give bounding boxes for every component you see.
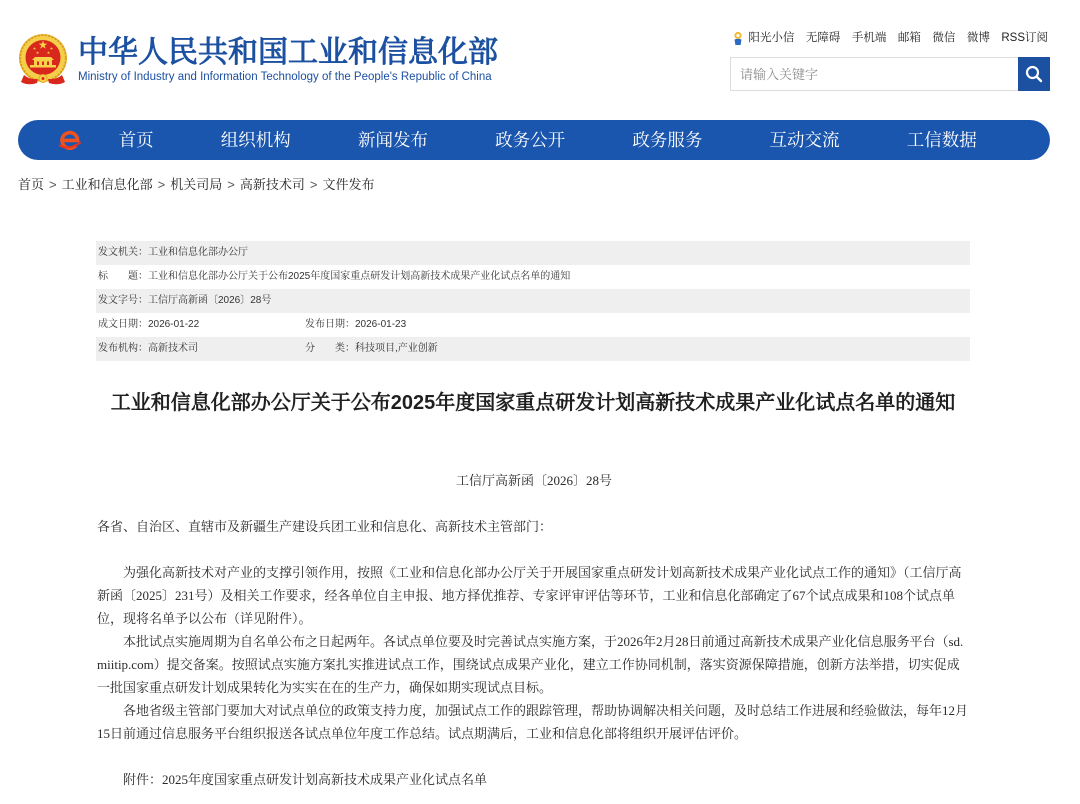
breadcrumb-departments[interactable]: 机关司局 xyxy=(170,177,223,192)
doc-info-date-published xyxy=(305,313,406,337)
doc-info-value: 2026-01-22 xyxy=(148,319,200,330)
nav-item-interaction[interactable]: 互动交流 xyxy=(769,130,840,150)
toplink-email[interactable]: 邮箱 xyxy=(897,32,921,44)
toplink-weibo[interactable]: 微博 xyxy=(966,32,990,44)
breadcrumb-documents[interactable]: 文件发布 xyxy=(322,177,375,192)
doc-info-number-row xyxy=(96,289,970,313)
breadcrumb-separator: > xyxy=(157,177,166,192)
toplink-label: 阳光小信 xyxy=(748,32,795,44)
doc-info-label: 发文机关： xyxy=(98,247,148,258)
body-paragraph: 本批试点实施周期为自名单公布之日起两年。各试点单位要及时完善试点实施方案，于2026年2月28日前通过高新技术成果产业化信息服务平台（sd.miitip.com）提交备案。按照试点实施方案扎实推进试点工作，围绕试点成果产业化，建立工作协同机制，落实资源保障措施，创新方法举措，切实促成一批国家重点研发计划成果转化为实实在在的生产力，确保如期实现试点目标。 xyxy=(97,634,964,695)
nav-item-data[interactable]: 工信数据 xyxy=(906,130,977,150)
doc-info-label: 发文字号： xyxy=(98,295,148,306)
search-button[interactable] xyxy=(1018,57,1050,91)
breadcrumb-ministry[interactable]: 工业和信息化部 xyxy=(61,177,153,192)
doc-info-label: 发布机构： xyxy=(98,343,148,354)
doc-info-title-row xyxy=(96,265,970,289)
breadcrumb-separator: > xyxy=(227,177,235,192)
toplink-rss[interactable]: RSS订阅 xyxy=(1001,32,1048,44)
attachment-line xyxy=(97,768,971,791)
national-emblem-icon xyxy=(18,33,68,87)
doc-info-publishing-body xyxy=(98,337,305,361)
doc-info-issuer-row xyxy=(96,241,970,265)
doc-info-label: 发布日期： xyxy=(305,319,355,330)
doc-info-label: 分 类： xyxy=(305,343,355,354)
doc-info-value: 工业和信息化部办公厅关于公布2025年度国家重点研发计划高新技术成果产业化试点名单的通知 xyxy=(148,271,571,282)
doc-info-date-written xyxy=(98,313,305,337)
toplink-accessibility[interactable]: 无障碍 xyxy=(805,32,841,44)
breadcrumb-separator: > xyxy=(309,177,318,192)
breadcrumb xyxy=(18,176,374,194)
site-subtitle: Ministry of Industry and Information Technology of the People's Republic of China xyxy=(78,71,492,83)
miit-logo-icon[interactable] xyxy=(58,128,82,152)
attachment-link[interactable]: 2025年度国家重点研发计划高新技术成果产业化试点名单 xyxy=(162,772,488,787)
search-input[interactable] xyxy=(730,57,1018,91)
doc-info-publisher-row xyxy=(96,337,970,361)
nav-item-news[interactable]: 新闻发布 xyxy=(357,130,428,150)
article-body xyxy=(97,469,971,791)
toplink-wechat[interactable]: 微信 xyxy=(932,32,956,44)
doc-info-value: 高新技术司 xyxy=(148,343,198,354)
document-number: 工信厅高新函〔2026〕28号 xyxy=(455,473,612,488)
breadcrumb-high-tech-department[interactable]: 高新技术司 xyxy=(239,177,305,192)
attachment-label: 附件： xyxy=(123,772,163,787)
breadcrumb-home[interactable]: 首页 xyxy=(18,177,45,192)
site-logo-link[interactable] xyxy=(18,33,498,87)
toplink-mobile[interactable]: 手机端 xyxy=(851,32,887,44)
doc-info-value: 2026-01-23 xyxy=(355,319,407,330)
article-title: 工业和信息化部办公厅关于公布2025年度国家重点研发计划高新技术成果产业化试点名单的通知 xyxy=(110,392,956,414)
search-box xyxy=(730,57,1050,91)
main-nav xyxy=(18,120,1050,160)
nav-item-organization[interactable]: 组织机构 xyxy=(220,130,291,150)
body-paragraph: 各地省级主管部门要加大对试点单位的政策支持力度，加强试点工作的跟踪管理，帮助协调解决相关问题，及时总结工作进展和经验做法，每年12月15日前通过信息服务平台组织报送各试点单位年度工作总结。试点期满后，工业和信息化部将组织开展评估评价。 xyxy=(97,703,969,741)
nav-item-services[interactable]: 政务服务 xyxy=(632,130,703,150)
nav-items xyxy=(85,120,1010,160)
search-icon xyxy=(1025,65,1043,83)
doc-info-label: 标 题： xyxy=(98,271,148,282)
top-links xyxy=(732,31,1048,46)
doc-info-label: 成文日期： xyxy=(98,319,148,330)
doc-info-dates-row xyxy=(96,313,970,337)
doc-info-value: 工业和信息化部办公厅 xyxy=(148,247,248,258)
doc-info-value: 工信厅高新函〔2026〕28号 xyxy=(148,295,272,306)
salutation: 各省、自治区、直辖市及新疆生产建设兵团工业和信息化、高新技术主管部门： xyxy=(97,519,553,534)
body-paragraph: 为强化高新技术对产业的支撑引领作用，按照《工业和信息化部办公厅关于开展国家重点研发计划高新技术成果产业化试点工作的通知》（工信厅高新函〔2025〕231号）及相关工作要求，经各单位自主申报、地方择优推荐、专家评审评估等环节，工业和信息化部确定了67个试点成果和108个试点单位，现将名单予以公布（详见附件）。 xyxy=(97,565,962,626)
nav-item-home[interactable]: 首页 xyxy=(118,130,154,150)
nav-item-government-affairs[interactable]: 政务公开 xyxy=(495,130,566,150)
doc-info-category xyxy=(305,337,438,361)
document-info-table xyxy=(96,241,970,361)
doc-info-value: 科技项目,产业创新 xyxy=(355,343,438,354)
toplink-sunshine[interactable] xyxy=(732,31,794,46)
site-title: 中华人民共和国工业和信息化部 xyxy=(78,36,498,69)
sunshine-mascot-icon xyxy=(732,31,744,46)
breadcrumb-separator: > xyxy=(49,177,57,192)
